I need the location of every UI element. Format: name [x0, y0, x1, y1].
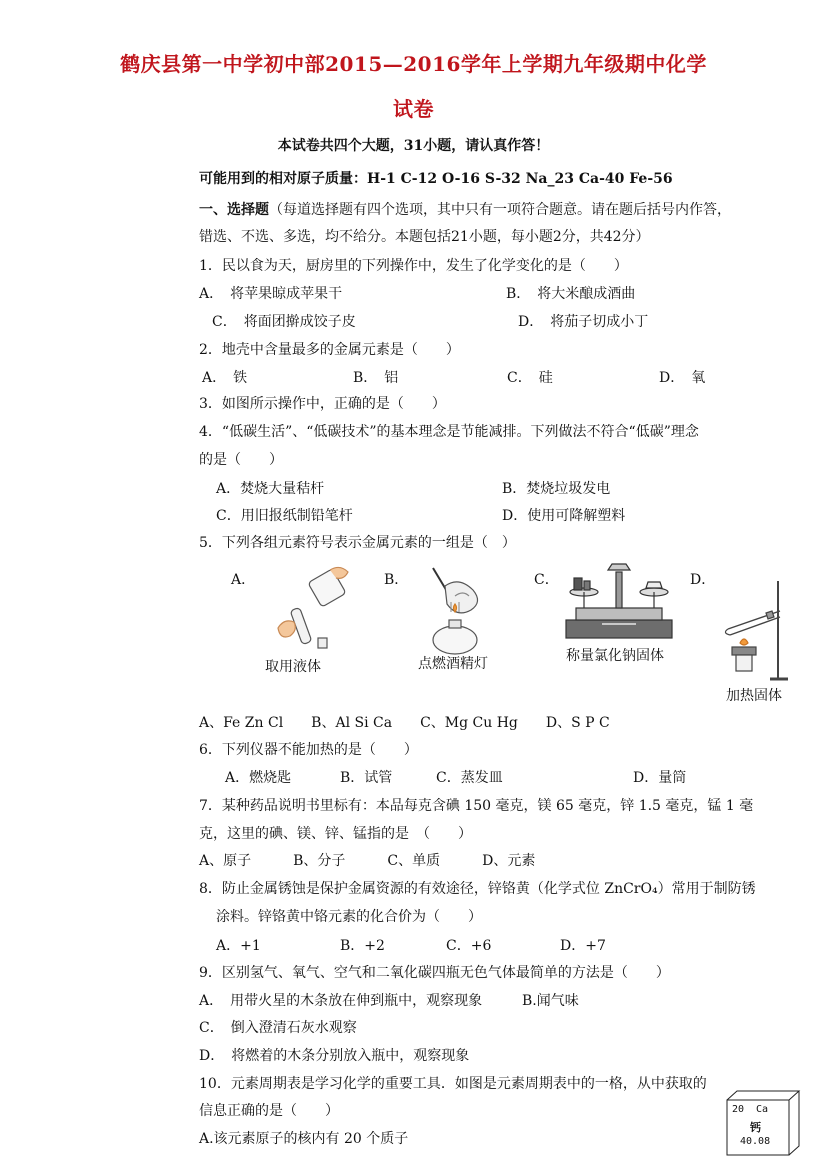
q5-options: A、Fe Zn Cl B、Al Si Ca C、Mg Cu Hg D、S P C — [199, 715, 610, 731]
q10-stem: 10．元素周期表是学习化学的重要工具．如图是元素周期表中的一格，从中获取的 — [199, 1076, 707, 1092]
heating-solid-illustration — [718, 575, 790, 683]
q1-option-c: C． 将面团擀成饺子皮 — [212, 314, 356, 330]
q7-stem-2: 克，这里的碘、镁、锌、锰指的是 （ ） — [199, 826, 472, 842]
q2-stem: 2．地壳中含量最多的金属元素是（ ） — [199, 342, 460, 358]
q8-option-d: D．+7 — [560, 938, 606, 954]
q2-option-a: A． 铁 — [202, 370, 248, 386]
alcohol-lamp-illustration — [415, 562, 500, 657]
q5-caption-d: 加热固体 — [726, 688, 782, 704]
q1-stem: 1．民以食为天，厨房里的下列操作中，发生了化学变化的是（ ） — [199, 258, 628, 274]
element-atomic-number: 20 — [732, 1104, 745, 1115]
q2-option-b: B． 铝 — [353, 370, 399, 386]
q1-option-a: A． 将苹果晾成苹果干 — [199, 286, 343, 302]
q9-option-d: D． 将燃着的木条分别放入瓶中，观察现象 — [199, 1048, 470, 1064]
q4-option-c: C．用旧报纸制铅笔杆 — [216, 508, 353, 524]
pouring-liquid-illustration — [258, 562, 358, 657]
q5-image-a-label: A． — [231, 572, 256, 588]
q5-caption-c: 称量氯化钠固体 — [566, 648, 664, 664]
q9-option-c: C． 倒入澄清石灰水观察 — [199, 1020, 357, 1036]
exam-title-line1: 鹤庆县第一中学初中部2015—2016学年上学期九年级期中化学 — [120, 52, 707, 76]
q10-stem-2: 信息正确的是（ ） — [199, 1103, 339, 1119]
section1-header — [199, 199, 731, 219]
q9-option-b: B.闻气味 — [522, 993, 579, 1009]
exam-subtitle: 本试卷共四个大题，31小题，请认真作答！ — [277, 138, 550, 154]
section1-instructions-2: 错选、不选、多选，均不给分。本题包括21小题，每小题2分，共42分） — [199, 229, 650, 245]
q7-stem: 7．某种药品说明书里标有：本品每克含碘 150 毫克，镁 65 毫克，锌 1.5 毫克，锰 1 毫 — [199, 798, 754, 814]
q2-option-c: C． 硅 — [507, 370, 553, 386]
balance-scale-illustration — [562, 562, 677, 644]
q3-stem: 3．如图所示操作中，正确的是（ ） — [199, 396, 446, 412]
section1-instructions: （每道选择题有四个选项，其中只有一项符合题意。请在题后括号内作答， — [269, 202, 731, 218]
q4-option-d: D．使用可降解塑料 — [502, 508, 626, 524]
q4-stem-2: 的是（ ） — [199, 452, 283, 468]
q10-option-a: A.该元素原子的核内有 20 个质子 — [199, 1131, 409, 1147]
q6-option-a: A．燃烧匙 — [225, 770, 292, 786]
q9-stem: 9．区别氢气、氧气、空气和二氧化碳四瓶无色气体最简单的方法是（ ） — [199, 965, 670, 981]
q9-option-a: A． 用带火星的木条放在伸到瓶中，观察现象 — [199, 993, 483, 1009]
periodic-table-cell — [726, 1090, 801, 1156]
q8-option-c: C．+6 — [446, 938, 492, 954]
q4-option-b: B．焚烧垃圾发电 — [502, 481, 611, 497]
q5-caption-b: 点燃酒精灯 — [418, 656, 488, 672]
q6-option-c: C．蒸发皿 — [436, 770, 503, 786]
q5-image-d-label: D． — [690, 572, 716, 588]
q2-option-d: D． 氧 — [659, 370, 706, 386]
q5-image-b-label: B． — [384, 572, 409, 588]
q1-option-b: B． 将大米酿成酒曲 — [506, 286, 636, 302]
q5-stem: 5．下列各组元素符号表示金属元素的一组是（ ） — [199, 535, 516, 551]
q6-stem: 6．下列仪器不能加热的是（ ） — [199, 742, 418, 758]
element-name: 钙 — [750, 1121, 761, 1134]
q8-stem-2: 涂料。锌铬黄中铬元素的化合价为（ ） — [216, 909, 482, 925]
q4-stem: 4．“低碳生活”、“低碳技术”的基本理念是节能减排。下列做法不符合“低碳”理念 — [199, 424, 699, 440]
q8-option-b: B．+2 — [340, 938, 385, 954]
element-atomic-mass: 40.08 — [740, 1136, 771, 1147]
q1-option-d: D． 将茄子切成小丁 — [518, 314, 649, 330]
element-symbol: Ca — [756, 1104, 769, 1115]
exam-title-line2: 试卷 — [393, 97, 434, 121]
q8-option-a: A．+1 — [216, 938, 261, 954]
q4-option-a: A．焚烧大量秸杆 — [216, 481, 325, 497]
q6-option-d: D．量筒 — [633, 770, 687, 786]
section1-title: 一、选择题 — [199, 202, 269, 218]
q7-options: A、原子 B、分子 C、单质 D、元素 — [199, 853, 536, 869]
q5-image-c-label: C． — [534, 572, 559, 588]
q5-caption-a: 取用液体 — [265, 659, 321, 675]
q8-stem: 8．防止金属锈蚀是保护金属资源的有效途径，锌铬黄（化学式位 ZnCrO₄）常用于制防锈 — [199, 881, 756, 897]
atomic-mass-line: 可能用到的相对原子质量：H-1 C-12 O-16 S-32 Na_23 Ca-40 Fe-56 — [199, 171, 673, 187]
q6-option-b: B．试管 — [340, 770, 393, 786]
